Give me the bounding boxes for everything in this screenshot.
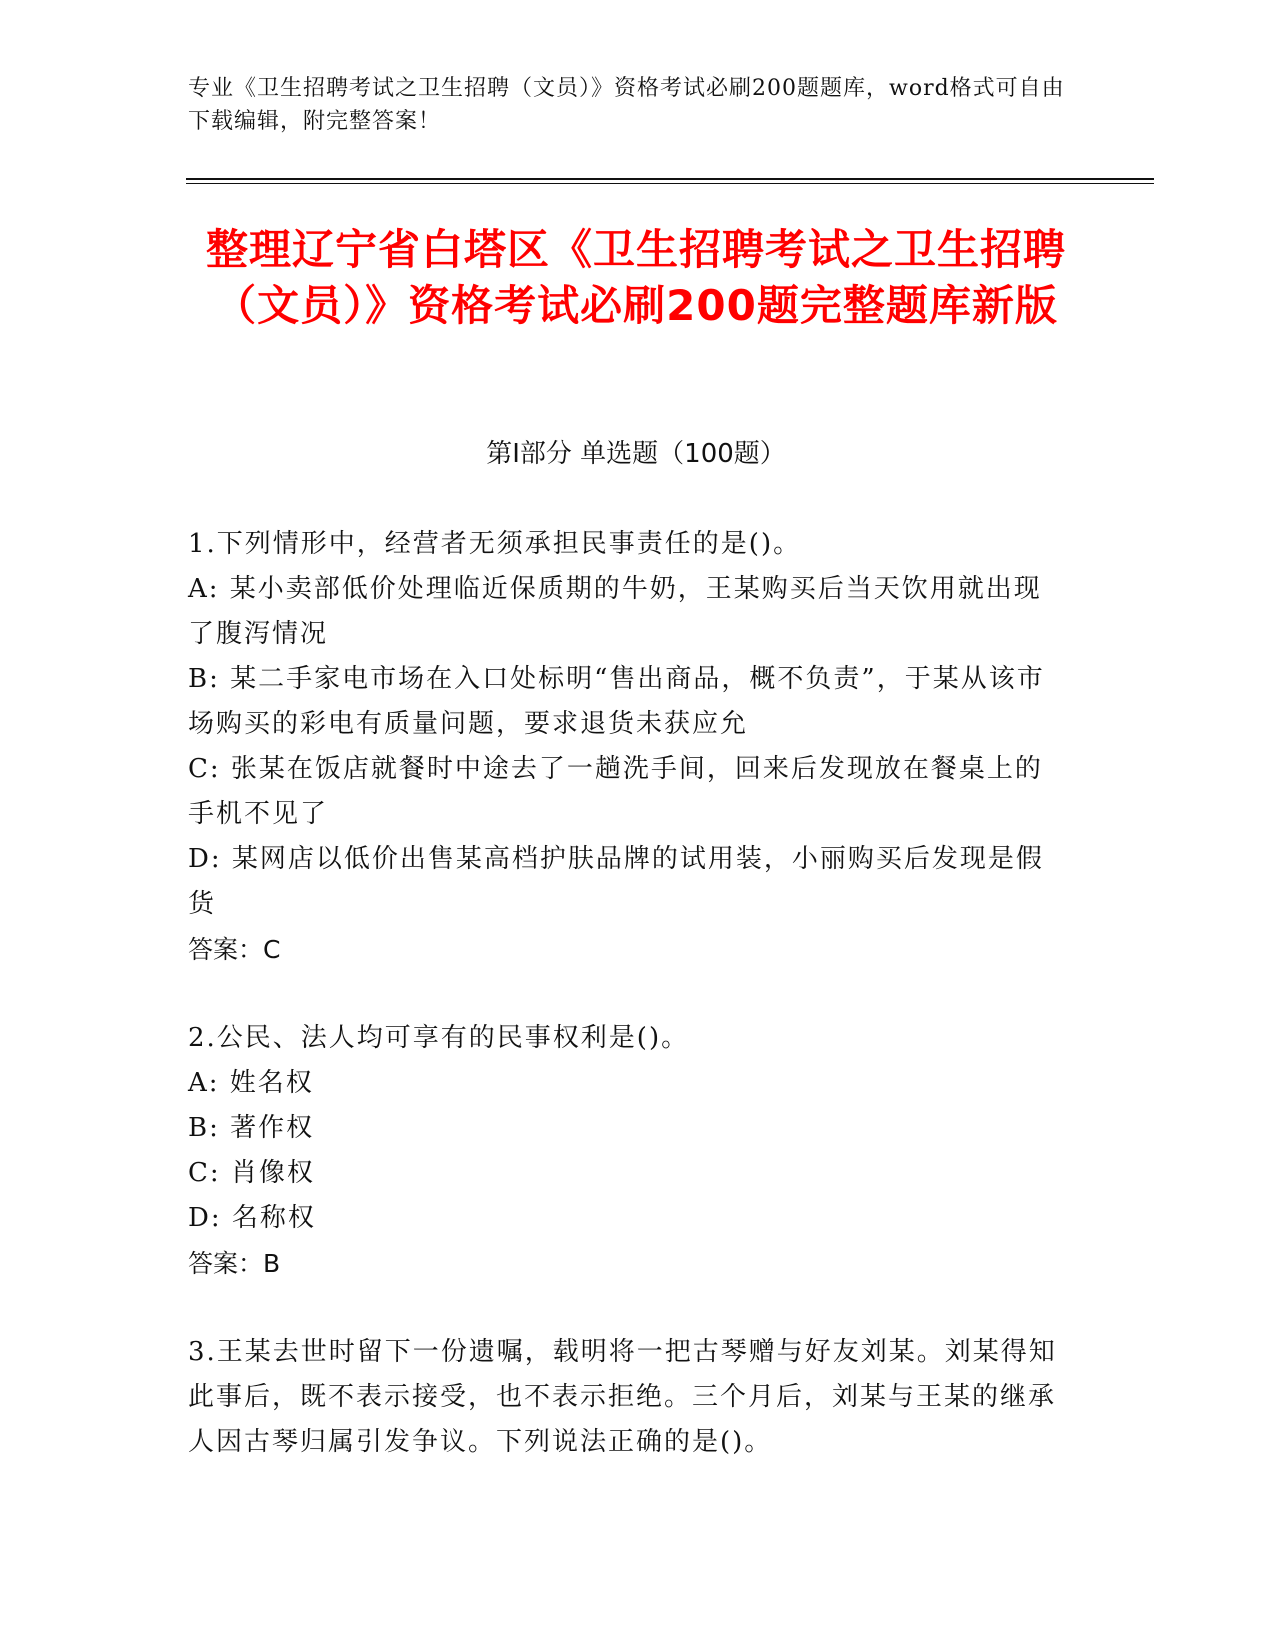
page-header: 专业《卫生招聘考试之卫生招聘（文员）》资格考试必刷200题题库，word格式可自由下载编辑，附完整答案！ bbox=[188, 76, 1065, 134]
header-rule-thick bbox=[186, 178, 1154, 180]
answer-line: 答案：C bbox=[188, 935, 281, 964]
option-d: D: 名称权 bbox=[188, 1203, 316, 1233]
option-a: A: 某小卖部低价处理临近保质期的牛奶，王某购买后当天饮用就出现了腹泻情况 bbox=[188, 574, 1042, 649]
option-c: C: 肖像权 bbox=[188, 1158, 315, 1188]
question-1 bbox=[188, 522, 1068, 972]
question-stem: 3.王某去世时留下一份遗嘱，载明将一把古琴赠与好友刘某。刘某得知此事后，既不表示接受，也不表示拒绝。三个月后，刘某与王某的继承人因古琴归属引发争议。下列说法正确的是()。 bbox=[188, 1337, 1057, 1457]
option-c: C: 张某在饭店就餐时中途去了一趟洗手间，回来后发现放在餐桌上的手机不见了 bbox=[188, 754, 1043, 829]
section-heading: 第Ⅰ部分 单选题（100题） bbox=[486, 439, 786, 469]
option-b: B: 著作权 bbox=[188, 1113, 315, 1143]
document-title: 整理辽宁省白塔区《卫生招聘考试之卫生招聘（文员）》资格考试必刷200题完整题库新版 bbox=[205, 225, 1066, 330]
header-rule-thin bbox=[186, 183, 1154, 184]
question-list bbox=[188, 522, 1068, 1509]
option-b: B: 某二手家电市场在入口处标明“售出商品，概不负责”，于某从该市场购买的彩电有质量问题，要求退货未获应允 bbox=[188, 664, 1045, 739]
question-stem: 1.下列情形中，经营者无须承担民事责任的是()。 bbox=[188, 529, 802, 559]
option-d: D: 某网店以低价出售某高档护肤品牌的试用装，小丽购买后发现是假货 bbox=[188, 844, 1044, 919]
question-stem: 2.公民、法人均可享有的民事权利是()。 bbox=[188, 1023, 690, 1053]
answer-line: 答案：B bbox=[188, 1249, 281, 1278]
question-3 bbox=[188, 1330, 1068, 1465]
option-a: A: 姓名权 bbox=[188, 1068, 314, 1098]
question-2 bbox=[188, 1016, 1068, 1286]
